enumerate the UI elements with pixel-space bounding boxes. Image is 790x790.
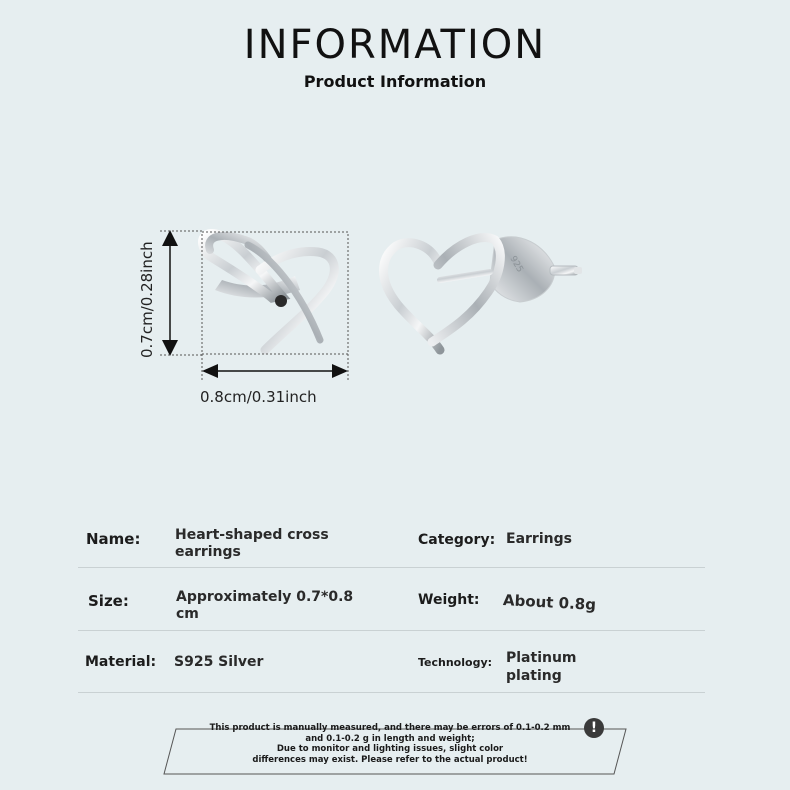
stamp-text: 925 xyxy=(507,254,525,275)
alert-icon: ! xyxy=(584,718,604,738)
technology-label: Technology: xyxy=(418,656,493,669)
page-subtitle: Product Information xyxy=(303,72,487,91)
technology-value-line1: Platinum xyxy=(506,650,577,666)
notice-line-4: differences may exist. Please refer to the actual product! xyxy=(252,755,528,765)
notice-line-2: and 0.1-0.2 g in length and weight; xyxy=(305,734,475,744)
size-value-line2: cm xyxy=(176,606,199,622)
category-label: Category: xyxy=(418,532,496,548)
material-value: S925 Silver xyxy=(174,654,264,670)
name-value-line2: earrings xyxy=(175,544,241,560)
size-label: Size: xyxy=(88,592,129,610)
category-value: Earrings xyxy=(506,531,572,547)
height-label: 0.7cm/0.28inch xyxy=(138,241,156,358)
notice-line-1: This product is manually measured, and there may be errors of 0.1-0.2 mm xyxy=(209,723,571,733)
width-label: 0.8cm/0.31inch xyxy=(200,388,317,406)
name-value-line1: Heart-shaped cross xyxy=(175,527,329,543)
notice-line-3: Due to monitor and lighting issues, slight color xyxy=(276,744,504,754)
page-title: INFORMATION xyxy=(243,22,547,68)
name-label: Name: xyxy=(86,530,141,548)
size-value-line1: Approximately 0.7*0.8 xyxy=(176,589,354,605)
weight-value: About 0.8g xyxy=(502,591,597,614)
technology-value-line2: plating xyxy=(506,668,562,684)
weight-label: Weight: xyxy=(418,592,480,608)
material-label: Material: xyxy=(85,654,157,670)
